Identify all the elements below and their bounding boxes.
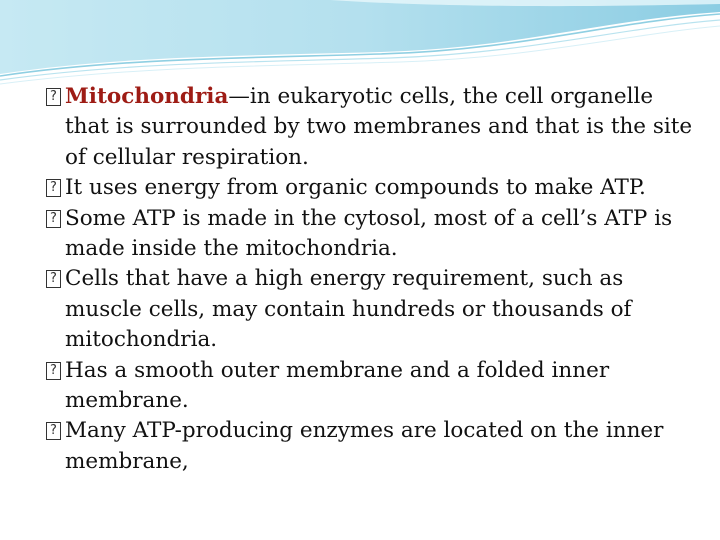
- bullet-text: Many ATP-producing enzymes are located on the inner membrane,: [65, 418, 664, 474]
- bullet-item: [44, 264, 694, 355]
- bullet-text: Has a smooth outer membrane and a folded inner membrane.: [65, 357, 610, 414]
- missing-glyph-box-icon: [46, 270, 61, 288]
- term-mitochondria: Mitochondria: [65, 84, 229, 109]
- missing-glyph-box-icon: [46, 179, 61, 197]
- missing-glyph-box-icon: [46, 210, 61, 228]
- bullet-list: [44, 82, 694, 477]
- bullet-item: [44, 173, 694, 203]
- bullet-item: [44, 356, 694, 417]
- bullet-text: Some ATP is made in the cytosol, most of a cell’s ATP is made inside the mitochondria.: [65, 205, 673, 262]
- missing-glyph-box-icon: [46, 88, 61, 106]
- bullet-item: [44, 82, 694, 173]
- bullet-item: [44, 416, 694, 477]
- header-wave-decoration: [0, 0, 720, 90]
- bullet-text: Cells that have a high energy requirement, such as muscle cells, may contain hundreds or thousands of mitochondria.: [65, 266, 632, 353]
- missing-glyph-box-icon: [46, 362, 61, 380]
- bullet-item: [44, 204, 694, 265]
- bullet-text: —in eukaryotic cells, the cell organelle that is surrounded by two membranes and that is the site of cellular respiration.: [65, 84, 693, 170]
- missing-glyph-box-icon: [46, 422, 61, 440]
- bullet-text: It uses energy from organic compounds to make ATP.: [65, 175, 646, 201]
